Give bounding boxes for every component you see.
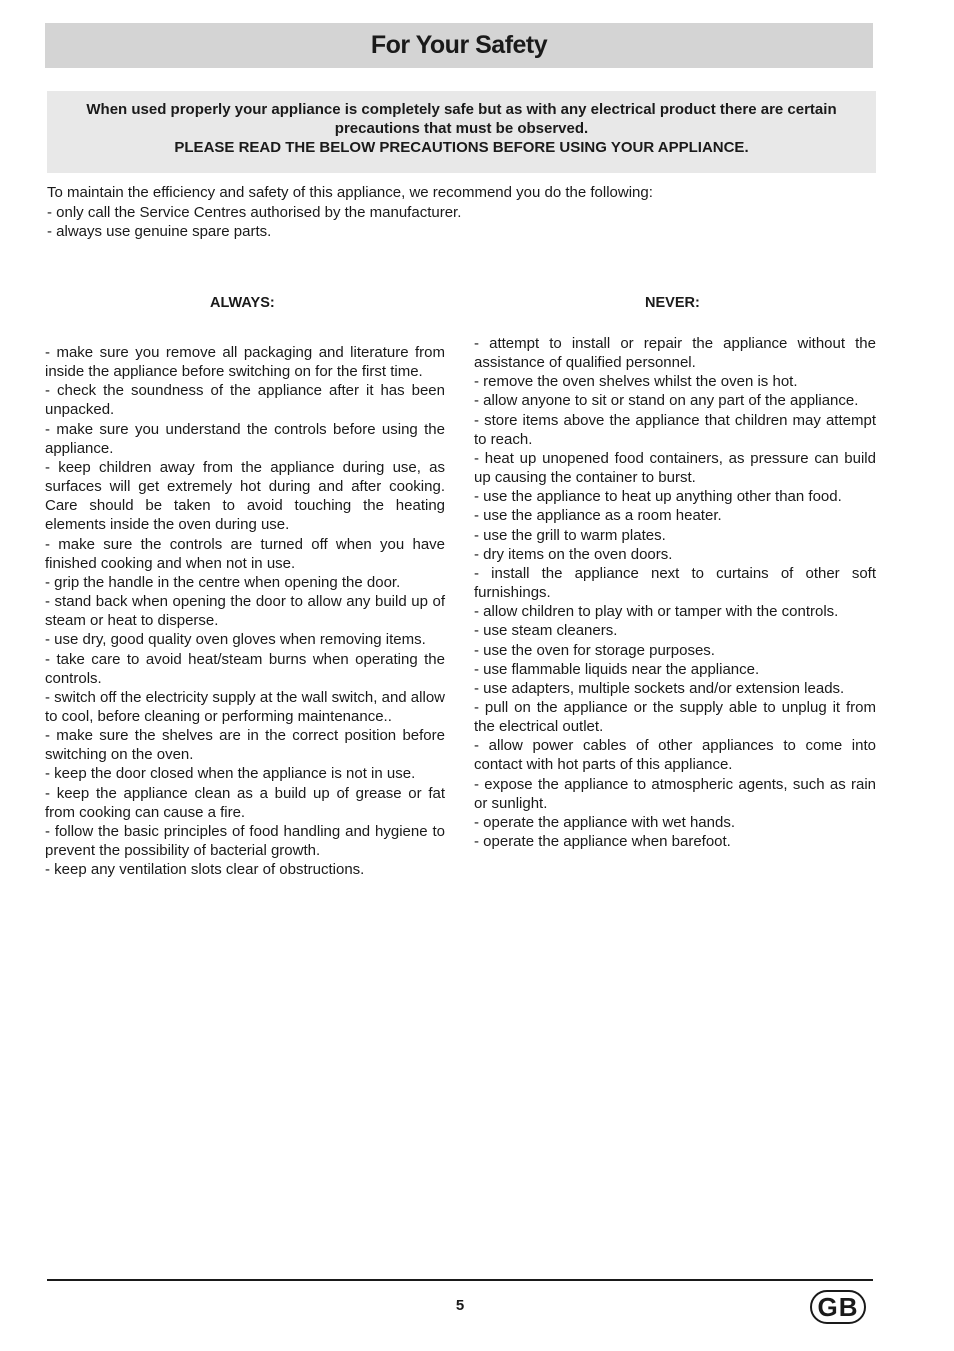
never-item: - use the appliance as a room heater.: [474, 507, 722, 525]
intro-section: [47, 183, 877, 242]
never-item: - allow anyone to sit or stand on any part of the appliance.: [474, 392, 859, 410]
page-title: For Your Safety: [370, 31, 548, 59]
never-item: - operate the appliance when barefoot.: [474, 833, 731, 851]
never-item: - expose the appliance to atmospheric agents, such as rain or sunlight.: [474, 775, 876, 812]
never-item: - dry items on the oven doors.: [474, 545, 673, 563]
always-item: - make sure you remove all packaging and literature from inside the appliance before switching on for the first time.: [45, 344, 445, 381]
warning-box: [47, 91, 876, 173]
never-item: - operate the appliance with wet hands.: [474, 813, 735, 831]
never-item: - remove the oven shelves whilst the oven is hot.: [474, 373, 798, 391]
always-item: - use dry, good quality oven gloves when removing items.: [45, 631, 426, 649]
intro-line: - always use genuine spare parts.: [47, 223, 272, 240]
always-item: - make sure the controls are turned off when you have finished cooking and when not in use.: [45, 535, 445, 572]
always-item: - keep the appliance clean as a build up of grease or fat from cooking can cause a fire.: [45, 784, 445, 821]
always-item: - follow the basic principles of food handling and hygiene to prevent the possibility of bacterial growth.: [45, 822, 445, 860]
warning-text: When used properly your appliance is completely safe but as with any electrical product there are certain precautions that must be observed.: [86, 101, 837, 137]
always-item: - check the soundness of the appliance after it has been unpacked.: [45, 382, 445, 419]
never-item: - use the appliance to heat up anything other than food.: [474, 488, 842, 506]
never-item: - heat up unopened food containers, as pressure can build up causing the container to burst.: [474, 449, 876, 487]
never-item: - pull on the appliance or the supply able to unplug it from the electrical outlet.: [474, 698, 876, 736]
always-item: - keep the door closed when the appliance is not in use.: [45, 765, 416, 783]
never-item: - use flammable liquids near the appliance.: [474, 660, 760, 678]
never-item: - use the oven for storage purposes.: [474, 641, 715, 659]
intro-line: To maintain the efficiency and safety of this appliance, we recommend you do the following:: [47, 184, 653, 201]
always-item: - take care to avoid heat/steam burns when operating the controls.: [45, 650, 445, 687]
never-item: - install the appliance next to curtains of other soft furnishings.: [474, 564, 876, 602]
never-item: - store items above the appliance that children may attempt to reach.: [474, 411, 876, 448]
always-heading: ALWAYS:: [210, 295, 275, 311]
always-item: - stand back when opening the door to allow any build up of steam or heat to disperse.: [45, 593, 445, 630]
country-badge: GB: [810, 1290, 866, 1324]
never-heading: NEVER:: [645, 295, 700, 311]
never-item: - use adapters, multiple sockets and/or extension leads.: [474, 679, 845, 697]
never-item: - allow children to play with or tamper with the controls.: [474, 603, 839, 621]
never-item: - allow power cables of other appliances to come into contact with hot parts of this appliance.: [474, 737, 876, 774]
always-item: - keep any ventilation slots clear of obstructions.: [45, 861, 365, 879]
always-item: - switch off the electricity supply at the wall switch, and allow to cool, before cleaning or performing maintenance..: [45, 688, 445, 725]
page-number: 5: [455, 1297, 465, 1314]
always-item: - grip the handle in the centre when opening the door.: [45, 573, 401, 591]
never-list: [474, 334, 876, 851]
never-item: - use the grill to warm plates.: [474, 526, 666, 544]
always-item: - keep children away from the appliance during use, as surfaces will get extremely hot during and after cooking. Care should be taken to avoid touching the heating elements inside the oven during use.: [45, 458, 445, 534]
always-item: - make sure the shelves are in the correct position before switching on the oven.: [45, 727, 445, 764]
warning-instruction: PLEASE READ THE BELOW PRECAUTIONS BEFORE USING YOUR APPLIANCE.: [174, 139, 749, 156]
footer-divider: [47, 1279, 873, 1281]
title-banner: [45, 23, 873, 68]
never-item: - attempt to install or repair the appliance without the assistance of qualified personnel.: [474, 335, 876, 372]
always-list: [45, 343, 445, 879]
never-item: - use steam cleaners.: [474, 622, 618, 640]
always-item: - make sure you understand the controls before using the appliance.: [45, 420, 445, 457]
intro-line: - only call the Service Centres authorised by the manufacturer.: [47, 203, 462, 221]
